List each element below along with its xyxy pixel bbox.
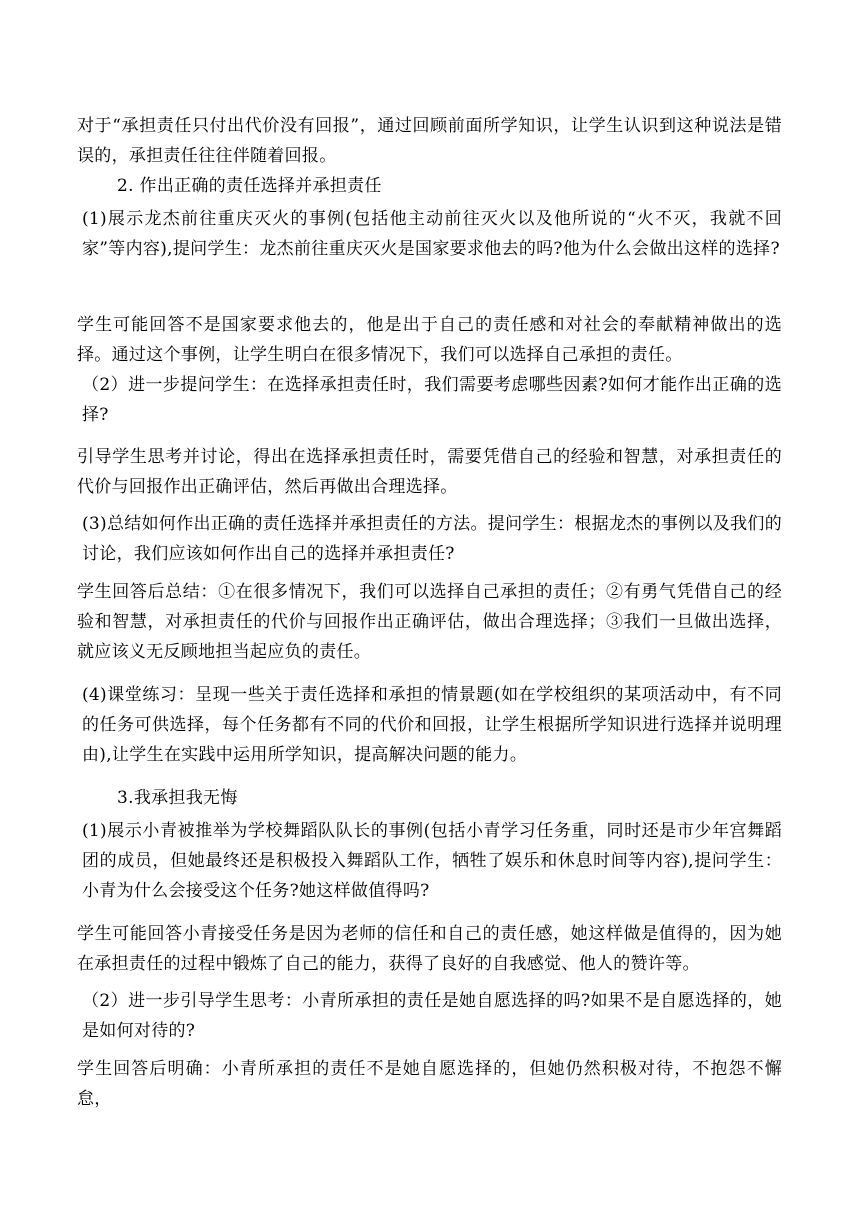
paragraph-activity-2: （2）进一步提问学生：在选择承担责任时，我们需要考虑哪些因素?如何才能作出正确的选择? <box>82 375 782 425</box>
paragraph-student-answer-3: 学生回答后明确：小青所承担的责任不是她自愿选择的，但她仍然积极对待，不抱怨不懈怠， <box>77 1059 782 1109</box>
paragraph-guided-discussion: 引导学生思考并讨论，得出在选择承担责任时，需要凭借自己的经验和智慧，对承担责任的代价与回报作出正确评估，然后再做出合理选择。 <box>77 447 782 497</box>
paragraph-student-answer-1: 学生可能回答不是国家要求他去的，他是出于自己的责任感和对社会的奉献精神做出的选择。通过这个事例，让学生明白在很多情况下，我们可以选择自己承担的责任。 <box>77 315 782 365</box>
paragraph-practice: (4)课堂练习：呈现一些关于责任选择和承担的情景题(如在学校组织的某项活动中，有不同的任务可供选择，每个任务都有不同的代价和回报，让学生根据所学知识进行选择并说明理由),让学生在实践中运用所学知识，提高解决问题的能力。 <box>82 685 782 765</box>
paragraph-activity-3: (3)总结如何作出正确的责任选择并承担责任的方法。提问学生：根据龙杰的事例以及我们的讨论，我们应该如何作出自己的选择并承担责任? <box>82 514 782 564</box>
section-heading-2: 2. 作出正确的责任选择并承担责任 <box>117 176 382 196</box>
paragraph-activity-1: (1)展示龙杰前往重庆灭火的事例(包括他主动前往灭火以及他所说的“火不灭，我就不回家”等内容),提问学生：龙杰前往重庆灭火是国家要求他去的吗?他为什么会做出这样的选择? <box>82 209 782 259</box>
paragraph-intro-conclusion: 对于“承担责任只付出代价没有回报”，通过回顾前面所学知识，让学生认识到这种说法是错误的，承担责任往往伴随着回报。 <box>77 116 782 166</box>
paragraph-activity-5: （2）进一步引导学生思考：小青所承担的责任是她自愿选择的吗?如果不是自愿选择的，她是如何对待的? <box>82 991 782 1041</box>
paragraph-summary: 学生回答后总结：①在很多情况下，我们可以选择自己承担的责任；②有勇气凭借自己的经验和智慧，对承担责任的代价与回报作出正确评估，做出合理选择；③我们一旦做出选择，就应该义无反顾地担当起应负的责任。 <box>77 582 782 662</box>
paragraph-activity-4: (1)展示小青被推举为学校舞蹈队队长的事例(包括小青学习任务重，同时还是市少年宫舞蹈团的成员，但她最终还是积极投入舞蹈队工作，牺牲了娱乐和休息时间等内容),提问学生：小青为什么会接受这个任务?她这样做值得吗? <box>82 821 782 901</box>
paragraph-student-answer-2: 学生可能回答小青接受任务是因为老师的信任和自己的责任感，她这样做是值得的，因为她在承担责任的过程中锻炼了自己的能力，获得了良好的自我感觉、他人的赞许等。 <box>77 924 782 974</box>
section-heading-3: 3.我承担我无悔 <box>117 788 238 808</box>
